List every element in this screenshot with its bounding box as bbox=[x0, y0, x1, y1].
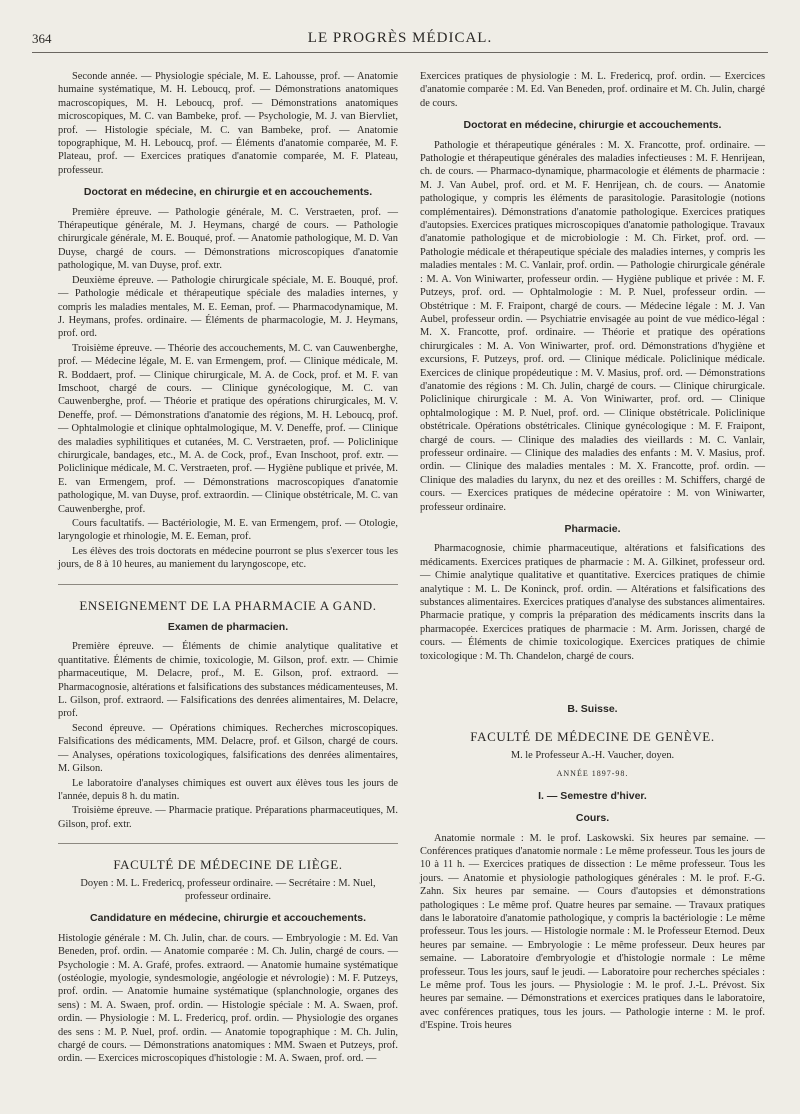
liege-doyen: Doyen : M. L. Fredericq, professeur ordinaire. — Secrétaire : M. Nuel, professeur ordinaire. bbox=[80, 877, 376, 902]
divider bbox=[58, 584, 398, 585]
heading-suisse: B. Suisse. bbox=[567, 703, 618, 716]
paragraph-pharma-premiere: Première épreuve. — Éléments de chimie analytique qualitative et quantitative. Éléments de chimie, toxicologie, M. Gilson, prof. extr. — Chimie pharmaceutique, M. Delacre, prof., M. E. Gilson, prof. extraord. — Pharmacognosie, altérations et falsifications des substances médicamenteuses, M. L. Gilson, prof. extraord. — Falsifications des denrées alimentaires, M. Delacre, prof. bbox=[58, 641, 398, 720]
paragraph-laboratoire: Le laboratoire d'analyses chimiques est ouvert aux élèves tous les jours de l'année, depuis 8 h. du matin. bbox=[58, 777, 398, 802]
heading-faculte-liege: FACULTÉ DE MÉDECINE DE LIÈGE. bbox=[113, 857, 343, 873]
heading-candidature: Candidature en médecine, chirurgie et accouchements. bbox=[90, 912, 366, 925]
paragraph-deuxieme-epreuve: Deuxième épreuve. — Pathologie chirurgicale spéciale, M. E. Bouqué, prof. — Pathologie médicale et thérapeutique spéciale des maladies internes, y compris les maladies mentales, M. E. Eeman, prof. — Pharmacodynamique, M. J. Heymans, profes. ordinaire. — Éléments de pharmacologie, M. J. Heymans, prof. ord. bbox=[58, 274, 398, 340]
heading-semestre: I. — Semestre d'hiver. bbox=[538, 789, 647, 802]
heading-enseignement-pharmacie: ENSEIGNEMENT DE LA PHARMACIE A GAND. bbox=[79, 597, 377, 613]
left-column bbox=[58, 70, 398, 1067]
heading-examen-pharmacien: Examen de pharmacien. bbox=[167, 621, 289, 634]
paragraph-seconde-annee: Seconde année. — Physiologie spéciale, M. E. Lahousse, prof. — Anatomie humaine systématique, M. H. Leboucq, prof. — Démonstrations anatomiques macroscopiques, M. H. Leboucq, prof. — Démonstrations anatomiques microscopiques, M. C. van Bambeke, prof. — Psychologie, M. J. van Biervliet, prof. — Histologie spéciale, M. C. van Bambeke, prof. — Anatomie topographique, M. H. Leboucq, prof. — Éléments d'anatomie comparée, M. F. Plateau, prof. — Exercices pratiques d'anatomie comparée, M. F. Plateau, professeur. bbox=[58, 71, 398, 176]
heading-cours: Cours. bbox=[575, 812, 610, 825]
heading-pharmacie: Pharmacie. bbox=[564, 523, 621, 535]
geneve-doyen: M. le Professeur A.-H. Vaucher, doyen. bbox=[510, 749, 675, 761]
paragraph-candidature: Histologie générale : M. Ch. Julin, char. de cours. — Embryologie : M. Ed. Van Beneden, prof. ordin. — Anatomie comparée : M. Ch. Julin, chargé de cours. — Psychologie : M. A. Grafé, profes. extraord. — Anatomie humaine systématique (ostéologie, myologie, syndesmologie, angéologie et névrologie) : M. F. Putzeys, prof. ordin. — Anatomie humaine systématique (splanchnologie, organes des sens) : M. A. Swaen, prof. ordin. — Histologie spéciale : M. A. Swaen, prof. ordin. — Physiologie : M. L. Fredericq, prof. ordin. — Physiologie des organes des sens : M. P. Nuel, prof. ordin. — Anatomie topographique : M. Ch. Julin, chargé de cours. — Démonstrations anatomiques : MM. Swaen et Putzeys, prof. ordin. — Exercices microscopiques d'histologie : M. A. Swaen, prof. ord. — bbox=[58, 932, 398, 1065]
paragraph-pharmacie: Pharmacognosie, chimie pharmaceutique, altérations et falsifications des médicaments. Exercices pratiques de pharmacie : M. A. Gilkinet, professeur ord. — Chimie analytique qualitative et quantitative. Exercices pratiques de chimie analytique : M. L. De Koninck, prof. ordin. — Altérations et falsifications des substances alimentaires. Exercices pratiques d'analyse des substances alimentaires. Pharmacie pratique, y compris la préparation des médicaments inscrits dans la pharmacopée. Exercices pratiques de pharmacie : M. Arm. Jorissen, chargé de cours. — Éléments de chimie toxicologique. Exercices pratiques de chimie toxicologique : M. Th. Chandelon, chargé de cours. bbox=[420, 543, 765, 662]
paragraph-exercices-physiologie: Exercices pratiques de physiologie : M. L. Fredericq, prof. ordin. — Exercices d'anatomie comparée : M. Ed. Van Beneden, prof. ordinaire et M. Ch. Julin, chargé de cours. bbox=[420, 71, 765, 109]
paragraph-laryngoscope: Les élèves des trois doctorats en médecine pourront se plus s'exercer tous les jours, de 8 à 10 heures, au maniement du laryngoscope, etc. bbox=[58, 545, 398, 571]
running-title: LE PROGRÈS MÉDICAL. bbox=[307, 30, 493, 46]
heading-doctorat-liege: Doctorat en médecine, chirurgie et accouchements. bbox=[463, 119, 722, 132]
spacer bbox=[420, 664, 765, 694]
paragraph-pharma-troisieme: Troisième épreuve. — Pharmacie pratique. Préparations pharmaceutiques, M. Gilson, prof. extr. bbox=[58, 805, 398, 830]
heading-faculte-geneve: FACULTÉ DE MÉDECINE DE GENÈVE. bbox=[470, 729, 715, 745]
paragraph-troisieme-epreuve: Troisième épreuve. — Théorie des accouchements, M. C. van Cauwenberghe, prof. — Médecine légale, M. E. van Ermengem, prof. — Clinique médicale, M. R. Boddaert, prof. — Clinique chirurgicale, M. A. de Cock, prof. et M. F. van Imschoot, chargé de cours. — Clinique gynécologique, M. C. van Cauwenberghe, prof. — Théorie et pratique des opérations chirurgicales, M. V. Deneffe, prof. — Démonstrations d'anatomie des régions, M. H. Leboucq, prof. — Ophtalmologie et clinique ophtalmologique, M. V. Deneffe, prof. — Clinique des maladies syphilitiques et cutanées, M. C. Verstraeten, prof. — Policlinique chirurgicale, bandages, etc., M. A. de Cock, prof., Evan Inschoot, prof. extr. — Policlinique médicale, M. C. Verstraeten, prof. — Hygiène publique et privée, M. E. van Ermengem, prof. — Démonstrations macroscopiques d'anatomie pathologique, M. van Duyse, prof. extraordin. — Clinique obstétricale, M. C. van Cauwenberghe, prof. bbox=[58, 342, 398, 515]
annee-scolaire: ANNÉE 1897-98. bbox=[556, 769, 629, 779]
paragraph-doctorat-liege: Pathologie et thérapeutique générales : M. X. Francotte, prof. ordinaire. — Pathologie et thérapeutique générales des maladies infectieuses : M. F. Henrijean, ch. de cours. — Pharmaco-dynamique, pharmacologie et éléments de pharmacie : M. J. Van Aubel, prof. ord. et M. F. Henrijean, ch. de cours. — Anatomie pathologique, y compris les éléments de parasitologie. Parasitologie (notions complémentaires). Démonstrations d'anatomie pathologique. Exercices pratiques d'autopsies. Exercices pratiques microscopiques d'anatomie pathologique. Travaux d'anatomie pathologique et de microbiologie : M. Ch. Firket, prof. ord. — Pathologie médicale et thérapeutique spéciale des maladies internes, y compris les maladies mentales : M. C. Vanlair, prof. ordin. — Pathologie chirurgicale générale : M. A. Von Winiwarter, professeur ordin. — Hygiène publique et privée : M. F. Putzeys, prof. ord. — Ophtalmologie : M. P. Nuel, professeur ordin. — Obstétrique : M. F. Fraipont, chargé de cours. — Médecine légale : M. J. Van Aubel, professeur ordin. — Psychiatrie envisagée au point de vue médico-légal : M. X. Francotte, prof. ordinaire. — Théorie et pratique des opérations chirurgicales : M. A. Von Winiwarter, prof. ord. Démonstrations d'hygiène et excursions, F. Putzeys, prof. ord. — Clinique médicale. Policlinique médicale. Exercices de clinique propédeutique : M. V. Masius, prof. ord. — Démonstrations d'anatomie des régions : M. Ch. Julin, chargé de cours. — Clinique chirurgicale. Policlinique chirurgicale : M. A. Von Winiwarter, prof. ord. — Clinique ophtalmologique : M. P. Nuel, prof. ord. — Clinique obstétricale. Policlinique obstétricale. Opérations obstétricales. Clinique gynécologique : M. F. Fraipont, chargé de cours. — Clinique des maladies des vieillards : M. C. Vanlair, professeur ordinaire. — Clinique des maladies des enfants : M. V. Masius, prof. ordin. — Clinique des maladies mentales : M. X. Francotte, prof. ordin. — Clinique des maladies du larynx, du nez et des oreilles : M. Schiffers, chargé de cours. — Exercices pratiques de médecine opératoire : M. von Winiwarter, professeur ordinaire. bbox=[420, 139, 765, 513]
paragraph-pharma-seconde: Second épreuve. — Opérations chimiques. Recherches microscopiques. Falsifications des médicaments, MM. Delacre, prof. et Gilson, chargé de cours. — Analyses, opérations toxicologiques, falsifications des denrées alimentaires, M. Gilson. bbox=[58, 722, 398, 775]
paragraph-premiere-epreuve: Première épreuve. — Pathologie générale, M. C. Verstraeten, prof. — Thérapeutique générale, M. J. Heymans, chargé de cours. — Pathologie chirurgicale générale, M. E. Bouqué, prof. — Anatomie pathologique, M. D. Van Duyse, chargé de cours. — Démonstrations microscopiques d'anatomie pathologique, M. van Duyse, prof. extr. bbox=[58, 206, 398, 272]
heading-doctorat-gand: Doctorat en médecine, en chirurgie et en accouchements. bbox=[83, 186, 373, 199]
divider bbox=[58, 843, 398, 844]
page-header bbox=[32, 30, 768, 53]
paragraph-cours-facultatifs: Cours facultatifs. — Bactériologie, M. E. van Ermengem, prof. — Otologie, laryngologie et rhinologie, M. E. Eeman, prof. bbox=[58, 518, 398, 543]
paragraph-cours-geneve: Anatomie normale : M. le prof. Laskowski. Six heures par semaine. — Conférences pratiques d'anatomie normale : Le même professeur. Tous les jours de 10 à 11 h. — Exercices pratiques de dissection : Le même professeur. Tous les jours. — Anatomie et physiologie pathologiques générales : M. le prof. F.-G. Zahn. Six heures par semaine. — Cours d'autopsies et démonstrations pathologiques : Le même prof. Quatre heures par semaine. — Travaux pratiques dans le laboratoire d'anatomie pathologique, y compris la bactériologie : Le même professeur. Tous les jours. — Histologie normale : M. le Professeur Eternod. Deux heures par semaine. — Embryologie : Le même professeur. Deux heures par semaine. — Laboratoire d'embryologie et d'histologie normale : Le même professeur. Tous les jours, sauf le jeudi. — Laboratoire pour recherches spéciales : Le même prof. Tous les jours. — Physiologie : M. le prof. J.-L. Prévost. Six heures par semaine. — Démonstrations et exercices pratiques dans le laboratoire, avec conférences pratiques, tous les jours. — Pathologie interne : M. le prof. d'Espine. Trois heures bbox=[420, 832, 765, 1032]
page-number: 364 bbox=[32, 31, 52, 46]
right-column bbox=[420, 70, 765, 1034]
